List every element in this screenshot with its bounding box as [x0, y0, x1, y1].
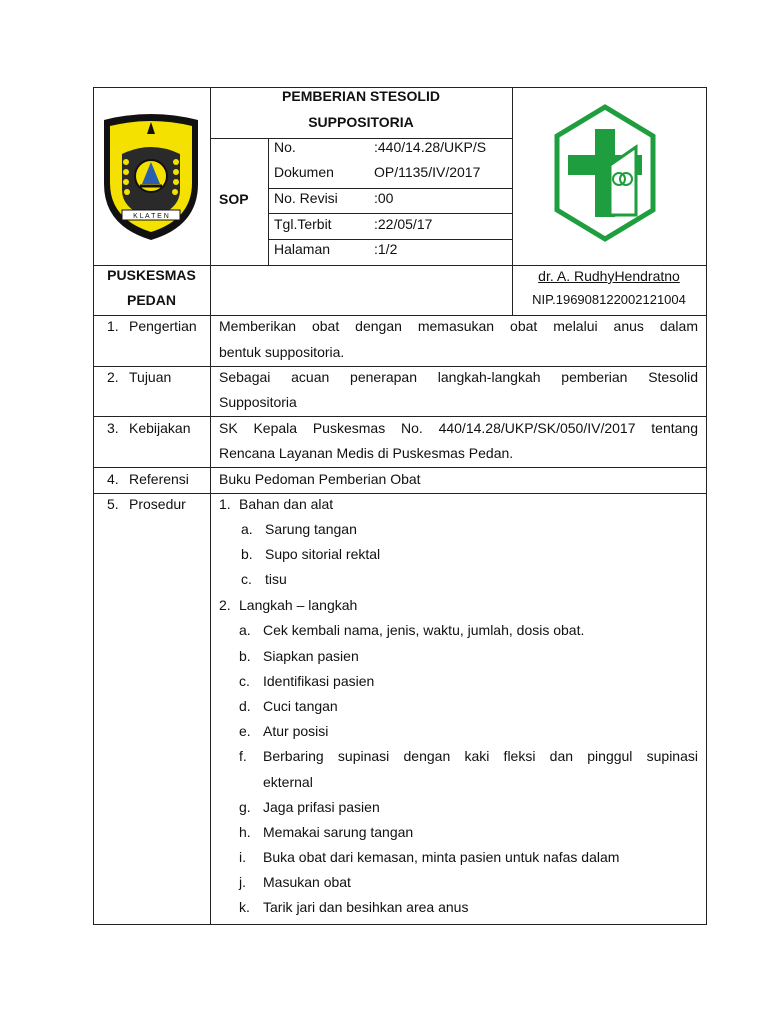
section-divider-3: [93, 416, 707, 417]
list-item-marker: a.: [241, 521, 253, 537]
list-item-text: Atur posisi: [263, 723, 329, 739]
field-tgl-terbit-label: Tgl.Terbit: [274, 216, 332, 232]
list-item-marker: f.: [239, 748, 247, 764]
label-column-divider: [210, 87, 211, 925]
section-referensi-label: Referensi: [129, 471, 189, 487]
list-item-text: Cek kembali nama, jenis, waktu, jumlah, dosis obat.: [263, 622, 585, 638]
list-item-text: Tarik jari dan besihkan area anus: [263, 899, 469, 915]
prosedur-group1-title: Bahan dan alat: [239, 496, 334, 512]
section-kebijakan-text-line1: SK Kepala Puskesmas No. 440/14.28/UKP/SK/050/IV/2017 tentang: [219, 420, 698, 436]
section-tujuan-text-line1: Sebagai acuan penerapan langkah-langkah pemberian Stesolid: [219, 369, 698, 385]
field-halaman-label: Halaman: [274, 241, 331, 257]
field-no-revisi-label: No. Revisi: [274, 190, 338, 206]
prosedur-group2-title: Langkah – langkah: [239, 597, 358, 613]
list-item-text: Berbaring supinasi dengan kaki fleksi dan pinggul supinasi: [263, 748, 698, 764]
signer-nip: NIP.196908122002121004: [532, 292, 686, 307]
sop-label: SOP: [219, 191, 249, 207]
border-right: [706, 87, 707, 925]
section-divider-2: [93, 366, 707, 367]
list-item-text: Sarung tangan: [265, 521, 357, 537]
puskesmas-green-cross-hexagon-icon: [552, 103, 658, 243]
section-pengertian-number: 1.: [107, 318, 119, 334]
emblem-klaten-text: K L A T E N: [133, 213, 169, 220]
section-divider-5: [93, 493, 707, 494]
list-item-marker: b.: [241, 546, 253, 562]
list-item-marker: g.: [239, 799, 251, 815]
field-tgl-terbit-value: :22/05/17: [374, 216, 433, 232]
klaten-regency-emblem-icon: [100, 114, 202, 242]
list-item-marker: b.: [239, 648, 251, 664]
field-halaman-value: :1/2: [374, 241, 398, 257]
document-title-line2: SUPPOSITORIA: [308, 114, 414, 130]
section-kebijakan-number: 3.: [107, 420, 119, 436]
border-bottom: [93, 924, 707, 925]
field-no-dokumen-value-a: :440/14.28/UKP/S: [374, 139, 487, 155]
section-kebijakan-text-line2: Rencana Layanan Medis di Puskesmas Pedan.: [219, 445, 514, 461]
sop-divider: [268, 138, 269, 265]
prosedur-group2-number: 2.: [219, 597, 231, 613]
list-item-text: Siapkan pasien: [263, 648, 359, 664]
border-left: [93, 87, 94, 925]
section-pengertian-text-line2: bentuk suppositoria.: [219, 344, 345, 360]
list-item-marker: c.: [241, 571, 252, 587]
list-item-text: Masukan obat: [263, 874, 351, 890]
list-item-marker: a.: [239, 622, 251, 638]
list-item-marker: i.: [239, 849, 246, 865]
section-prosedur-label: Prosedur: [129, 496, 186, 512]
section-tujuan-number: 2.: [107, 369, 119, 385]
list-item-text: Memakai sarung tangan: [263, 824, 414, 840]
list-item-text: tisu: [265, 571, 287, 587]
list-item-text: Buka obat dari kemasan, minta pasien untuk nafas dalam: [263, 849, 620, 865]
section-prosedur-number: 5.: [107, 496, 119, 512]
field-no-revisi-value: :00: [374, 190, 394, 206]
document-title-line1: PEMBERIAN STESOLID: [282, 88, 440, 104]
org-name-line1: PUSKESMAS: [107, 267, 196, 283]
list-item-marker: c.: [239, 673, 250, 689]
list-item-text: Supo sitorial rektal: [265, 546, 381, 562]
section-tujuan-label: Tujuan: [129, 369, 172, 385]
field-no-dokumen-label-a: No.: [274, 139, 296, 155]
prosedur-group1-number: 1.: [219, 496, 231, 512]
list-item-text: Identifikasi pasien: [263, 673, 375, 689]
list-item-marker: h.: [239, 824, 251, 840]
list-item-marker: e.: [239, 723, 251, 739]
section-pengertian-text-line1: Memberikan obat dengan memasukan obat melalui anus dalam: [219, 318, 698, 334]
section-kebijakan-label: Kebijakan: [129, 420, 191, 436]
signer-name: dr. A. RudhyHendratno: [538, 268, 680, 284]
section-divider-4: [93, 467, 707, 468]
section-pengertian-label: Pengertian: [129, 318, 197, 334]
section-referensi-text: Buku Pedoman Pemberian Obat: [219, 471, 421, 487]
field-no-dokumen-label-b: Dokumen: [274, 164, 334, 180]
field-no-dokumen-value-b: OP/1135/IV/2017: [374, 164, 481, 180]
field-divider-2: [268, 213, 512, 214]
section-tujuan-text-line2: Suppositoria: [219, 394, 297, 410]
list-item-marker: d.: [239, 698, 251, 714]
list-item-marker: k.: [239, 899, 250, 915]
section-divider-1: [93, 315, 707, 316]
list-item-text: Cuci tangan: [263, 698, 338, 714]
list-item-marker: j.: [239, 874, 246, 890]
list-item-text: Jaga prifasi pasien: [263, 799, 380, 815]
list-item-text-continued: ekternal: [263, 774, 313, 790]
org-name-line2: PEDAN: [126, 292, 176, 308]
section-referensi-number: 4.: [107, 471, 119, 487]
